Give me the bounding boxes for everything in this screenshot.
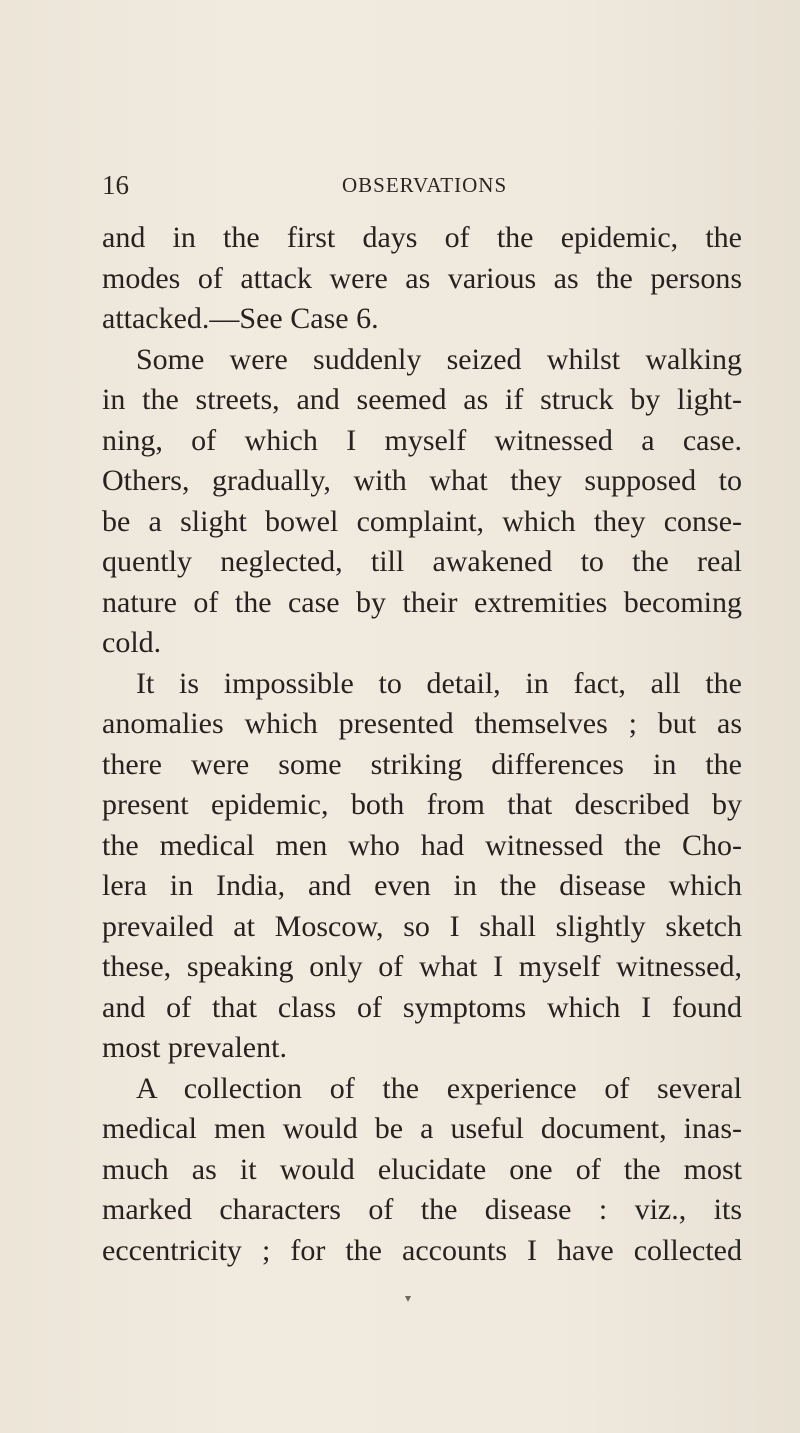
text-line: these, speaking only of what I myself witnessed, bbox=[102, 950, 742, 983]
text-line: prevailed at Moscow, so I shall slightly sketch bbox=[102, 909, 742, 943]
text-line: It is impossible to detail, in fact, all the bbox=[136, 666, 742, 700]
page-header bbox=[102, 168, 702, 202]
text-line: lera in India, and even in the disease which bbox=[102, 869, 742, 902]
text-line: and in the first days of the epidemic, the bbox=[102, 221, 742, 254]
text-line: the medical men who had witnessed the Cho- bbox=[102, 828, 742, 862]
text-line: nature of the case by their extremities becoming bbox=[102, 585, 742, 619]
text-line: marked characters of the disease : viz., its bbox=[102, 1193, 742, 1226]
text-line: ning, of which I myself witnessed a case. bbox=[102, 423, 742, 457]
text-line: there were some striking differences in the bbox=[102, 747, 742, 781]
text-line: most prevalent. bbox=[102, 1031, 287, 1064]
text-line: cold. bbox=[102, 626, 162, 659]
page-number: 16 bbox=[102, 170, 129, 200]
running-head: OBSERVATIONS bbox=[342, 173, 508, 197]
text-line: eccentricity ; for the accounts I have collected bbox=[102, 1233, 742, 1267]
text-line: medical men would be a useful document, inas- bbox=[102, 1112, 742, 1145]
text-line: in the streets, and seemed as if struck by light- bbox=[102, 383, 742, 416]
text-line: and of that class of symptoms which I found bbox=[102, 990, 742, 1024]
text-line: modes of attack were as various as the persons bbox=[102, 261, 742, 295]
text-line: A collection of the experience of several bbox=[136, 1071, 742, 1105]
text-line: be a slight bowel complaint, which they conse- bbox=[102, 504, 742, 538]
text-line: present epidemic, both from that described by bbox=[102, 788, 742, 821]
text-line: much as it would elucidate one of the most bbox=[102, 1152, 742, 1186]
body-text bbox=[102, 218, 742, 1271]
text-line: quently neglected, till awakened to the real bbox=[102, 545, 742, 578]
text-line: Some were suddenly seized whilst walking bbox=[136, 342, 742, 376]
printer-mark-icon bbox=[405, 1296, 411, 1302]
text-line: anomalies which presented themselves ; but as bbox=[102, 707, 742, 740]
text-line: Others, gradually, with what they supposed to bbox=[102, 464, 742, 497]
text-line: attacked.—See Case 6. bbox=[102, 302, 379, 335]
